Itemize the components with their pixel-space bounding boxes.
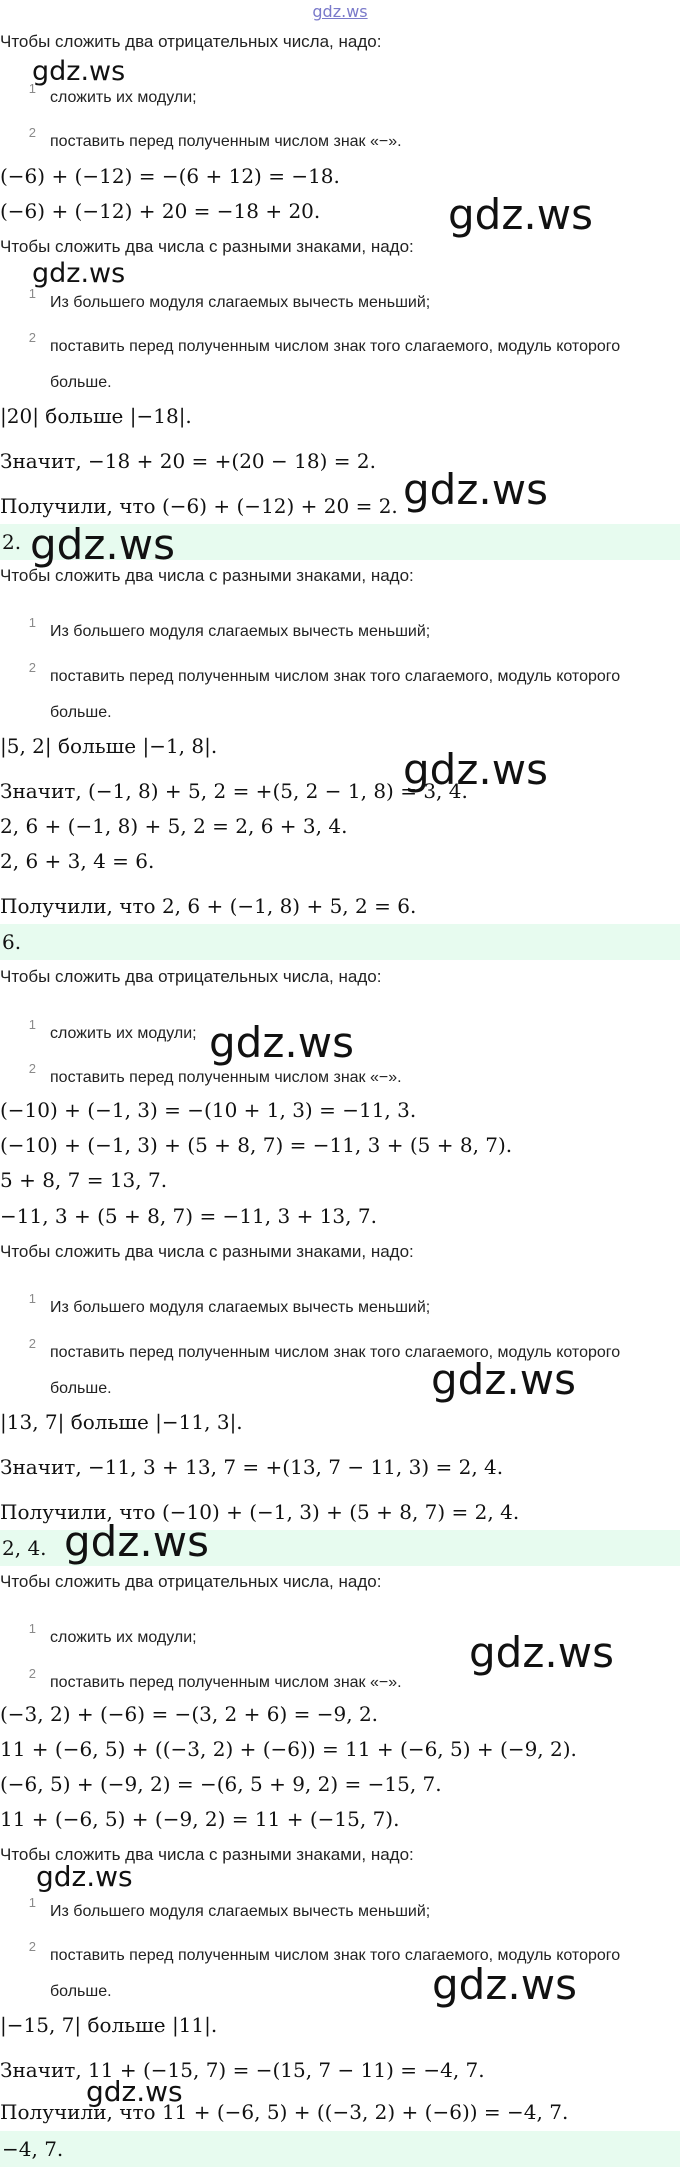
watermark: gdz.ws bbox=[32, 258, 126, 289]
step-text: поставить перед полученным числом знак того слагаемого, модуль которого больше. bbox=[50, 338, 621, 391]
answer-value: 2, 4. bbox=[2, 1536, 47, 1560]
math-line: (−10) + (−1, 3) + (5 + 8, 7) = −11, 3 + (5 + 8, 7). bbox=[0, 1133, 513, 1157]
watermark: gdz.ws bbox=[209, 1018, 354, 1067]
step-number: 2 bbox=[28, 1666, 36, 1681]
step-number: 1 bbox=[28, 1291, 36, 1306]
watermark: gdz.ws bbox=[403, 465, 548, 514]
result-line: Получили, что (−6) + (−12) + 20 = 2. bbox=[0, 494, 398, 518]
comparison-line: |20| больше |−18|. bbox=[0, 404, 192, 428]
rule-text: Чтобы сложить два числа с разными знаками, надо: bbox=[0, 1845, 414, 1864]
step-text: поставить перед полученным числом знак того слагаемого, модуль которого больше. bbox=[50, 1344, 621, 1397]
list-item bbox=[0, 614, 640, 650]
conclusion-line: Значит, −18 + 20 = +(20 − 18) = 2. bbox=[0, 449, 376, 473]
math-line: (−6, 5) + (−9, 2) = −(6, 5 + 9, 2) = −15, 7. bbox=[0, 1772, 442, 1796]
step-number: 1 bbox=[28, 615, 36, 630]
step-text: поставить перед полученным числом знак того слагаемого, модуль которого больше. bbox=[50, 1947, 621, 2000]
watermark: gdz.ws bbox=[36, 1860, 133, 1893]
watermark: gdz.ws bbox=[469, 1628, 614, 1677]
math-line: 11 + (−6, 5) + (−9, 2) = 11 + (−15, 7). bbox=[0, 1807, 400, 1831]
step-text: поставить перед полученным числом знак «−». bbox=[50, 1069, 402, 1086]
conclusion-line: Значит, 11 + (−15, 7) = −(15, 7 − 11) = −4, 7. bbox=[0, 2058, 485, 2082]
step-number: 1 bbox=[28, 1621, 36, 1636]
answer-value: 2. bbox=[2, 530, 22, 554]
step-text: поставить перед полученным числом знак того слагаемого, модуль которого больше. bbox=[50, 668, 621, 721]
step-text: сложить их модули; bbox=[50, 1025, 197, 1042]
comparison-line: |5, 2| больше |−1, 8|. bbox=[0, 734, 218, 758]
rule-text: Чтобы сложить два числа с разными знаками, надо: bbox=[0, 237, 414, 256]
list-item bbox=[0, 659, 640, 731]
math-line: (−3, 2) + (−6) = −(3, 2 + 6) = −9, 2. bbox=[0, 1702, 379, 1726]
step-text: Из большего модуля слагаемых вычесть меньший; bbox=[50, 1903, 431, 1920]
watermark: gdz.ws bbox=[448, 190, 593, 239]
result-line: Получили, что 11 + (−6, 5) + ((−3, 2) + (−6)) = −4, 7. bbox=[0, 2100, 569, 2124]
rule-text: Чтобы сложить два отрицательных числа, надо: bbox=[0, 1572, 382, 1591]
step-number: 2 bbox=[28, 1939, 36, 1954]
step-number: 2 bbox=[28, 1336, 36, 1351]
math-line: (−6) + (−12) = −(6 + 12) = −18. bbox=[0, 164, 340, 188]
watermark: gdz.ws bbox=[432, 1960, 577, 2009]
list-item bbox=[0, 329, 640, 401]
math-line: 11 + (−6, 5) + ((−3, 2) + (−6)) = 11 + (−6, 5) + (−9, 2). bbox=[0, 1737, 577, 1761]
step-text: сложить их модули; bbox=[50, 1629, 197, 1646]
step-number: 2 bbox=[28, 1061, 36, 1076]
list-item bbox=[0, 1290, 640, 1326]
step-text: поставить перед полученным числом знак «−». bbox=[50, 133, 402, 150]
header-logo-link[interactable]: gdz.ws bbox=[312, 2, 368, 21]
step-text: Из большего модуля слагаемых вычесть меньший; bbox=[50, 294, 431, 311]
rule-text: Чтобы сложить два отрицательных числа, надо: bbox=[0, 967, 382, 986]
watermark: gdz.ws bbox=[431, 1355, 576, 1404]
answer-bar bbox=[0, 924, 680, 960]
list-item bbox=[0, 1894, 640, 1930]
step-number: 2 bbox=[28, 125, 36, 140]
step-number: 2 bbox=[28, 660, 36, 675]
answer-value: 6. bbox=[2, 930, 22, 954]
step-number: 1 bbox=[28, 1895, 36, 1910]
result-line: Получили, что (−10) + (−1, 3) + (5 + 8, 7) = 2, 4. bbox=[0, 1500, 520, 1524]
rule-text: Чтобы сложить два числа с разными знаками, надо: bbox=[0, 1242, 414, 1261]
list-item bbox=[0, 285, 640, 321]
math-line: 2, 6 + (−1, 8) + 5, 2 = 2, 6 + 3, 4. bbox=[0, 814, 348, 838]
watermark: gdz.ws bbox=[30, 520, 175, 569]
step-text: поставить перед полученным числом знак «−». bbox=[50, 1674, 402, 1691]
rule-text: Чтобы сложить два числа с разными знаками, надо: bbox=[0, 566, 414, 585]
math-line: 5 + 8, 7 = 13, 7. bbox=[0, 1168, 168, 1192]
result-line: Получили, что 2, 6 + (−1, 8) + 5, 2 = 6. bbox=[0, 894, 417, 918]
watermark: gdz.ws bbox=[32, 56, 126, 87]
conclusion-line: Значит, −11, 3 + 13, 7 = +(13, 7 − 11, 3) = 2, 4. bbox=[0, 1455, 504, 1479]
step-number: 1 bbox=[28, 81, 36, 96]
math-line: 2, 6 + 3, 4 = 6. bbox=[0, 849, 155, 873]
math-line: (−10) + (−1, 3) = −(10 + 1, 3) = −11, 3. bbox=[0, 1098, 417, 1122]
watermark: gdz.ws bbox=[64, 1517, 209, 1566]
math-line: −11, 3 + (5 + 8, 7) = −11, 3 + 13, 7. bbox=[0, 1204, 377, 1228]
step-number: 1 bbox=[28, 1017, 36, 1032]
conclusion-line: Значит, (−1, 8) + 5, 2 = +(5, 2 − 1, 8) = 3, 4. bbox=[0, 779, 468, 803]
answer-bar bbox=[0, 2131, 680, 2167]
answer-value: −4, 7. bbox=[2, 2137, 64, 2161]
step-number: 2 bbox=[28, 330, 36, 345]
math-line: (−6) + (−12) + 20 = −18 + 20. bbox=[0, 199, 321, 223]
watermark: gdz.ws bbox=[86, 2075, 183, 2108]
step-text: сложить их модули; bbox=[50, 89, 197, 106]
step-text: Из большего модуля слагаемых вычесть меньший; bbox=[50, 1299, 431, 1316]
watermark: gdz.ws bbox=[403, 745, 548, 794]
list-item bbox=[0, 124, 640, 160]
comparison-line: |−15, 7| больше |11|. bbox=[0, 2013, 218, 2037]
step-text: Из большего модуля слагаемых вычесть меньший; bbox=[50, 623, 431, 640]
comparison-line: |13, 7| больше |−11, 3|. bbox=[0, 1410, 243, 1434]
rule-text: Чтобы сложить два отрицательных числа, надо: bbox=[0, 32, 382, 51]
step-number: 1 bbox=[28, 286, 36, 301]
